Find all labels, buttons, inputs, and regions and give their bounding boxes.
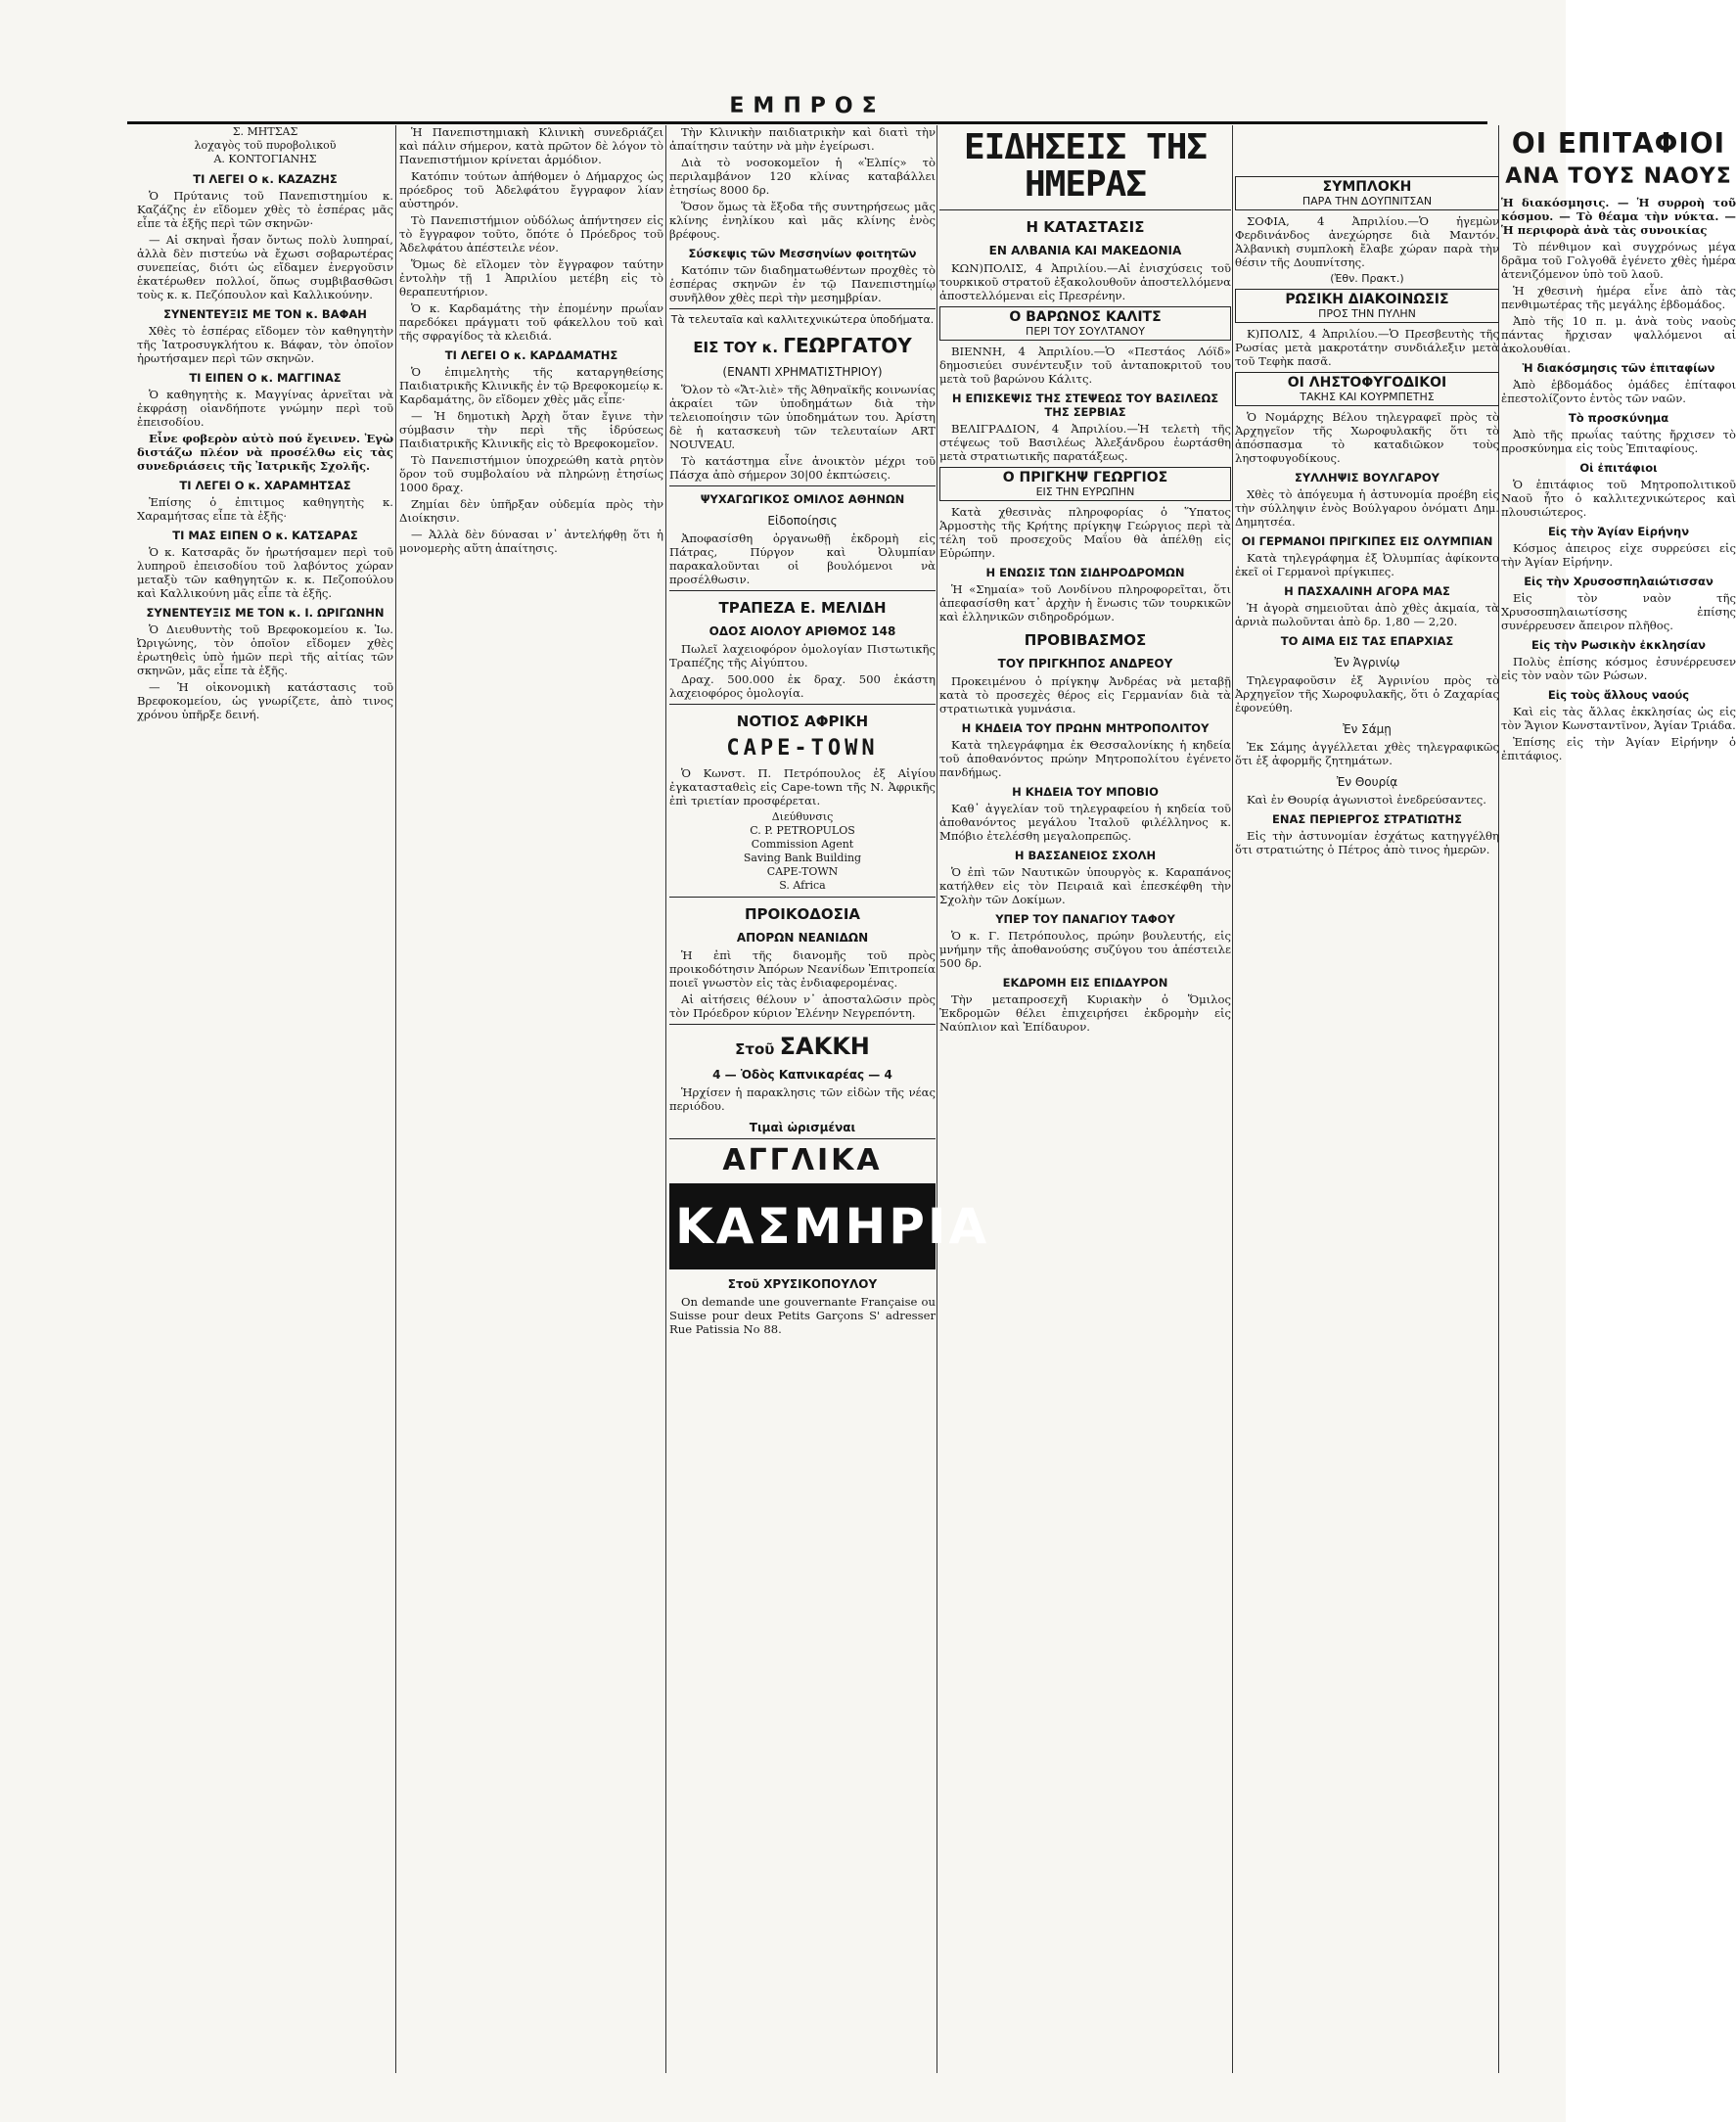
bank-title: ΤΡΑΠΕΖΑ Ε. ΜΕΛΙΔΗ bbox=[718, 599, 887, 617]
boxed-heading-line: ΕΙΣ ΤΗΝ ΕΥΡΩΠΗΝ bbox=[1035, 485, 1135, 498]
article-paragraph: Ἡ ἀγορὰ σημειοῦται ἀπὸ χθὲς ἀκμαία, τὰ ἀρνιὰ πωλοῦνται ἀπὸ δρ. 1,80 — 2,20. bbox=[1235, 601, 1499, 628]
article-paragraph: Ὁ Διευθυντὴς τοῦ Βρεφοκομείου κ. Ἰω. Ὠριγώνης, τὸν ὁποῖον εἴδομεν χθὲς ἐρωτηθεὶς ὑπὸ ἡμῶν περὶ τῆς αἰτίας τῶν σκηνῶν, μᾶς εἶπε τὰ ἑξῆς. bbox=[137, 623, 393, 677]
article-paragraph: ΚΩΝ)ΠΟΛΙΣ, 4 Ἀπριλίου.—Αἱ ἐνισχύσεις τοῦ τουρκικοῦ στρατοῦ ἐξακολουθοῦν ἀποστελλόμενα ἀποστελλόμεναι εἰς Πρεσρένην. bbox=[939, 261, 1231, 302]
divider bbox=[669, 308, 936, 309]
address-line: Saving Bank Building bbox=[743, 852, 862, 864]
ad-subtitle: Στοῦ ΧΡΥΣΙΚΟΠΟΥΛΟΥ bbox=[727, 1277, 878, 1291]
ad-address: 4 — Ὁδὸς Καπνικαρέας — 4 bbox=[712, 1068, 892, 1082]
subheading: Ἐν Θουρίᾳ bbox=[1336, 775, 1398, 789]
section-heading: Εἰς τὴν Ἁγίαν Εἰρήνην bbox=[1547, 525, 1690, 538]
address-line: S. Africa bbox=[779, 879, 826, 892]
ad-name: ΣΑΚΚΗ bbox=[779, 1033, 870, 1060]
article-paragraph: Ὁ ἐπιμελητὴς τῆς καταργηθείσης Παιδιατρικῆς Κλινικῆς ἐν τῷ Βρεφοκομείῳ κ. Καρδαμάτης, ὃν εἴδομεν χθὲς μᾶς εἶπε· bbox=[399, 365, 663, 406]
divider bbox=[669, 1024, 936, 1025]
article-paragraph: Ὁ καθηγητὴς κ. Μαγγίνας ἀρνεῖται νὰ ἐκφράσῃ οἱανδήποτε γνώμην περὶ τοῦ ἐπεισοδίου. bbox=[137, 388, 393, 429]
section-heading: ΠΡΟΙΚΟΔΟΣΙΑ bbox=[744, 905, 861, 923]
divider bbox=[669, 485, 936, 486]
column-rule bbox=[395, 125, 396, 2073]
article-paragraph: Ἡ ἐπὶ τῆς διανομῆς τοῦ πρὸς προικοδότησιν Ἀπόρων Νεανίδων Ἐπιτροπεία ποιεῖ γνωστὸν εἰς τὰς ἐνδιαφερομένας. bbox=[669, 948, 936, 990]
article-paragraph: Ὁ κ. Γ. Πετρόπουλος, πρώην βουλευτής, εἰς μνήμην τῆς ἀποθανούσης συζύγου του ἀπέστειλε 500 δρ. bbox=[939, 929, 1231, 970]
section-heading: ΤΙ ΕΙΠΕΝ Ο κ. ΜΑΓΓΙΝΑΣ bbox=[189, 371, 342, 385]
article-paragraph: Κατόπιν τούτων ἀπήθομεν ὁ Δήμαρχος ὡς πρόεδρος τοῦ Ἀδελφάτου ἔγγραφον λίαν αὐστηρόν. bbox=[399, 169, 663, 210]
section-heading: Τὸ προσκύνημα bbox=[1568, 411, 1669, 425]
ad-note: Τὰ τελευταῖα καὶ καλλιτεχνικώτερα ὑποδήματα. bbox=[670, 313, 935, 326]
section-heading: Η ΠΑΣΧΑΛΙΝΗ ΑΓΟΡΑ ΜΑΣ bbox=[1284, 584, 1450, 598]
ad-paragraph: On demande une gouvernante Française ou Suisse pour deux Petits Garçons S' adresser Rue Patissia No 88. bbox=[669, 1295, 936, 1336]
article-paragraph: Ἀπὸ τῆς πρωΐας ταύτης ἤρχισεν τὸ προσκύνημα εἰς τοὺς Ἐπιταφίους. bbox=[1501, 428, 1736, 455]
section-heading: ΤΙ ΛΕΓΕΙ Ο κ. ΚΑΖΑΖΗΣ bbox=[193, 172, 338, 186]
article-paragraph: Χθὲς τὸ ἑσπέρας εἴδομεν τὸν καθηγητὴν τῆς Ἰατροσυγκλήτου κ. Βάφαν, τὸν ὁποῖον ἠρωτήσαμεν περὶ τῶν σκηνῶν. bbox=[137, 324, 393, 365]
article-paragraph: ΒΕΛΙΓΡΑΔΙΟΝ, 4 Ἀπριλίου.—Ἡ τελετὴ τῆς στέψεως τοῦ Βασιλέως Ἀλεξάνδρου ἐωρτάσθη μετὰ στρατιωτικῆς παρατάξεως. bbox=[939, 422, 1231, 463]
article-paragraph: Ἐπίσης ὁ ἐπιτιμος καθηγητὴς κ. Χαραμήτσας εἶπε τὰ ἑξῆς· bbox=[137, 495, 393, 523]
column-1 bbox=[137, 125, 393, 2073]
article-paragraph: Κατὰ τηλεγράφημα ἐξ Ὀλυμπίας ἀφίκοντο ἐκεῖ οἱ Γερμανοὶ πρίγκιπες. bbox=[1235, 551, 1499, 578]
boxed-heading bbox=[939, 467, 1231, 501]
address-line: Commission Agent bbox=[751, 838, 854, 851]
column-2 bbox=[399, 125, 663, 2073]
article-paragraph: Ὅσον ὅμως τὰ ἔξοδα τῆς συντηρήσεως μᾶς κλίνης ἐνηλίκου καὶ μᾶς κλίνης ἐνὸς βρέφους. bbox=[669, 200, 936, 241]
column-rule bbox=[1232, 125, 1233, 2073]
article-paragraph: Τηλεγραφοῦσιν ἐξ Ἀγρινίου πρὸς τὸ Ἀρχηγεῖον τῆς Χωροφυλακῆς, ὅτι ὁ Ζαχαρίας ἐφονεύθη. bbox=[1235, 673, 1499, 715]
masthead bbox=[127, 94, 1487, 124]
article-paragraph: Καὶ εἰς τὰς ἄλλας ἐκκλησίας ὡς εἰς τὸν Ἅγιον Κωνσταντῖνον, Ἁγίαν Τριάδα. bbox=[1501, 705, 1736, 732]
article-paragraph: Ὅμως δὲ εἴλομεν τὸν ἔγγραφον ταύτην ἐντολὴν τῇ 1 Ἀπριλίου μετέβη εἰς τὸ θεραπευτήριον. bbox=[399, 257, 663, 299]
section-heading: ΟΙ ΓΕΡΜΑΝΟΙ ΠΡΙΓΚΙΠΕΣ ΕΙΣ ΟΛΥΜΠΙΑΝ bbox=[1241, 534, 1493, 548]
address-block bbox=[669, 810, 936, 893]
article-paragraph: Εἰς τὴν ἀστυνομίαν ἐσχάτως κατηγγέλθη ὅτι στρατιώτης ὁ Πέτρος ἀπὸ τινος ἡμερῶν. bbox=[1235, 829, 1499, 856]
boxed-heading-line: ΠΡΟΣ ΤΗΝ ΠΥΛΗΝ bbox=[1318, 307, 1416, 320]
subheading: Ἐν Σάμῃ bbox=[1343, 722, 1392, 736]
column-6 bbox=[1501, 125, 1736, 2073]
signature: Α. ΚΟΝΤΟΓΙΑΝΗΣ bbox=[213, 153, 317, 165]
column-4 bbox=[939, 125, 1231, 2073]
article-paragraph: Ἀπὸ ἑβδομάδος ὁμάδες ἐπίταφοι ἐπεστολίζοντο ἐντὸς τῶν ναῶν. bbox=[1501, 378, 1736, 405]
ad-banner: ΚΑΣΜΗΡΙΑ bbox=[669, 1183, 936, 1269]
section-heading: Η ΚΗΔΕΙΑ ΤΟΥ ΠΡΩΗΝ ΜΗΤΡΟΠΟΛΙΤΟΥ bbox=[961, 721, 1210, 735]
ad-prefix: Στοῦ bbox=[735, 1040, 775, 1058]
section-heading: ΠΡΟΒΙΒΑΣΜΟΣ bbox=[1024, 631, 1147, 649]
article-paragraph: Τὸ Πανεπιστήμιον ὑποχρεώθη κατὰ ρητὸν ὅρον τοῦ συμβολαίου νὰ πληρώνῃ ἐτησίως 1000 δραχ. bbox=[399, 453, 663, 494]
article-paragraph: ΣΟΦΙΑ, 4 Ἀπριλίου.—Ὁ ἡγεμὼν Φερδινάνδος ἀνεχώρησε διὰ Μαντόν. Ἀλβανικὴ συμπλοκὴ ἔλαβε χώραν παρὰ τὴν θέσιν τῆς Δουπνίτσης. bbox=[1235, 214, 1499, 269]
boxed-heading bbox=[1235, 372, 1499, 406]
article-paragraph: Ἐκ Σάμης ἀγγέλλεται χθὲς τηλεγραφικῶς ὅτι ἐξ ἀφορμῆς ζητημάτων. bbox=[1235, 740, 1499, 767]
article-paragraph: ΒΙΕΝΝΗ, 4 Ἀπριλίου.—Ὁ «Πεστάος Λόϊδ» δημοσιεύει συνέντευξιν τοῦ ἀνταποκριτοῦ του μετὰ τοῦ βαρώνου Κάλιτς. bbox=[939, 345, 1231, 386]
divider bbox=[669, 590, 936, 591]
section-heading: ΥΠΕΡ ΤΟΥ ΠΑΝΑΓΙΟΥ ΤΑΦΟΥ bbox=[995, 912, 1175, 926]
section-heading: Η ΒΑΣΣΑΝΕΙΟΣ ΣΧΟΛΗ bbox=[1014, 849, 1157, 862]
ad-shop-address: (ΕΝΑΝΤΙ ΧΡΗΜΑΤΙΣΤΗΡΙΟΥ) bbox=[722, 365, 883, 379]
boxed-heading bbox=[939, 306, 1231, 341]
section-heading: ΤΙ ΛΕΓΕΙ Ο κ. ΚΑΡΔΑΜΑΤΗΣ bbox=[444, 348, 618, 362]
ad-paragraph: Δραχ. 500.000 ἐκ δραχ. 500 ἐκάστη λαχειοφόρος ὁμολογία. bbox=[669, 672, 936, 700]
ad-paragraph: Ὁ Κωνστ. Π. Πετρόπουλος ἐξ Αἰγίου ἐγκατασταθεὶς εἰς Cape-town τῆς Ν. Ἀφρικῆς ἐπὶ τριετίαν προσφέρεται. bbox=[669, 766, 936, 807]
article-paragraph: Ἡ χθεσινὴ ἡμέρα εἶνε ἀπὸ τὰς πενθιμωτέρας τῆς μεγάλης ἑβδομάδος. bbox=[1501, 284, 1736, 311]
ad-paragraph: Τὸ κατάστημα εἶνε ἀνοικτὸν μέχρι τοῦ Πάσχα ἀπὸ σήμερον 30|00 ἐκπτώσεις. bbox=[669, 454, 936, 482]
article-paragraph: Αἱ αἰτήσεις θέλουν ν᾽ ἀποσταλῶσιν πρὸς τὸν Πρόεδρον κύριον Ἐλένην Νεγρεπόντη. bbox=[669, 992, 936, 1020]
boxed-heading-line: ΟΙ ΛΗΣΤΟΦΥΓΟΔΙΚΟΙ bbox=[1287, 375, 1447, 391]
article-paragraph: Ὁ ἐπὶ τῶν Ναυτικῶν ὑπουργὸς κ. Καραπάνος κατήλθεν εἰς τὸν Πειραιᾶ καὶ ἐπεσκέφθη τὴν Σχολὴν τῶν Δοκίμων. bbox=[939, 865, 1231, 906]
section-heading: ΝΟΤΙΟΣ ΑΦΡΙΚΗ bbox=[736, 713, 869, 730]
boxed-heading bbox=[1235, 176, 1499, 210]
source-note: (Ἐθν. Πρακτ.) bbox=[1330, 272, 1404, 285]
feature-title: ΟΙ ΕΠΙΤΑΦΙΟΙ bbox=[1511, 127, 1726, 160]
article-paragraph: Ἡ «Σημαία» τοῦ Λονδίνου πληροφορεῖται, ὅτι ἀπεφασίσθη κατ᾽ ἀρχὴν ἡ ἕνωσις τῶν τουρκικῶν καὶ ἑλληνικῶν σιδηροδρόμων. bbox=[939, 582, 1231, 623]
bank-address: ΟΔΟΣ ΑΙΟΛΟΥ ΑΡΙΘΜΟΣ 148 bbox=[708, 624, 896, 638]
section-heading: Η ΚΗΔΕΙΑ ΤΟΥ ΜΠΟΒΙΟ bbox=[1012, 785, 1159, 799]
column-5 bbox=[1235, 125, 1499, 2073]
ad-sakki-title bbox=[669, 1033, 936, 1060]
divider bbox=[669, 1138, 936, 1139]
boxed-heading bbox=[1235, 289, 1499, 323]
section-heading: ΨΥΧΑΓΩΓΙΚΟΣ ΟΜΙΛΟΣ ΑΘΗΝΩΝ bbox=[700, 492, 905, 506]
section-heading: Εἰς τοὺς ἄλλους ναούς bbox=[1547, 688, 1690, 702]
article-paragraph: Ὁ ἐπιτάφιος τοῦ Μητροπολιτικοῦ Ναοῦ ἦτο ὁ καλλιτεχνικώτερος καὶ πλουσιώτερος. bbox=[1501, 478, 1736, 519]
boxed-heading-line: ΠΑΡΑ ΤΗΝ ΔΟΥΠΝΙΤΣΑΝ bbox=[1302, 195, 1433, 208]
section-heading: ΤΙ ΜΑΣ ΕΙΠΕΝ Ο κ. ΚΑΤΣΑΡΑΣ bbox=[172, 529, 358, 542]
article-paragraph: Διὰ τὸ νοσοκομεῖον ἡ «Ἐλπίς» τὸ περιλαμβάνον 120 κλίνας καταβάλλει ἐτησίως 8000 δρ. bbox=[669, 156, 936, 197]
section-subheading: ΕΝ ΑΛΒΑΝΙΑ ΚΑΙ ΜΑΚΕΔΟΝΙΑ bbox=[988, 244, 1182, 257]
article-paragraph: Ὁ κ. Καρδαμάτης τὴν ἑπομένην πρωΐαν παρεδόκει πράγματι τοῦ φάκελλου τοῦ καὶ τῆς σφραγίδος τὰ κλειδιά. bbox=[399, 301, 663, 343]
divider bbox=[939, 209, 1231, 210]
section-heading: ΣΥΝΕΝΤΕΥΞΙΣ ΜΕ ΤΟΝ κ. Ι. ΩΡΙΓΩΝΗΝ bbox=[146, 606, 385, 620]
address-line: CAPE-TOWN bbox=[766, 865, 839, 878]
section-heading: ΤΟ ΑΙΜΑ ΕΙΣ ΤΑΣ ΕΠΑΡΧΙΑΣ bbox=[1280, 634, 1454, 648]
section-heading: Σύσκεψις τῶν Μεσσηνίων φοιτητῶν bbox=[688, 247, 917, 260]
news-section-title: ΕΙΔΗΣΕΙΣ ΤΗΣ ΗΜΕΡΑΣ bbox=[963, 127, 1208, 205]
article-paragraph: Ὁ Νομάρχης Βέλου τηλεγραφεῖ πρὸς τὸ Ἀρχηγεῖον τῆς Χωροφυλακῆς ὅτι τὸ ἀπόσπασμα τὸ καταδιῶκον τοὺς ληστοφυγοδίκους. bbox=[1235, 410, 1499, 465]
subheading: Εἰδοποίησις bbox=[767, 514, 838, 528]
article-paragraph: Τὸ πένθιμον καὶ συγχρόνως μέγα δρᾶμα τοῦ Γολγοθᾶ ἐγένετο χθὲς ἡμέρα ἀτενιζόμενον ὑπὸ τοῦ λαοῦ. bbox=[1501, 240, 1736, 281]
signature: Σ. ΜΗΤΣΑΣ bbox=[232, 125, 298, 138]
article-paragraph: Χθὲς τὸ ἀπόγευμα ἡ ἀστυνομία προέβη εἰς τὴν σύλληψιν ἑνὸς Βούλγαρου ὀνόματι Δημ. Δημητσέα. bbox=[1235, 487, 1499, 529]
section-heading: Ἡ διακόσμησις τῶν ἐπιταφίων bbox=[1522, 361, 1715, 375]
ad-paragraph: Ὅλον τὸ «Ἄτ-λιὲ» τῆς Ἀθηναϊκῆς κοινωνίας ἀκραίει τῶν ὑποδημάτων διὰ τὴν τελειοποίησιν τῶν ὑποδημάτων του. Ἀρίστη δὲ ἡ κατασκευὴ τῶν τελευταίων ART NOUVEAU. bbox=[669, 383, 936, 451]
signature-block bbox=[137, 125, 393, 166]
article-paragraph: Καθ᾽ ἀγγελίαν τοῦ τηλεγραφείου ἡ κηδεία τοῦ ἀποθανόντος μεγάλου Ἰταλοῦ φιλέλληνος κ. Μπόβιο ἐτελέσθη μεγαλοπρεπῶς. bbox=[939, 802, 1231, 843]
feature-lead: Ἡ διακόσμησις. — Ἡ συρροὴ τοῦ κόσμου. — Τὸ θέαμα τὴν νύκτα. — Ἡ περιφορὰ ἀνὰ τὰς συνοικίας bbox=[1501, 196, 1736, 237]
article-paragraph: Κόσμος ἀπειρος εἰχε συρρεύσει εἰς τὴν Ἁγίαν Εἰρήνην. bbox=[1501, 541, 1736, 569]
boxed-heading-line: ΤΑΚΗΣ ΚΑΙ ΚΟΥΡΜΠΕΤΗΣ bbox=[1300, 391, 1435, 403]
quote-paragraph: Εἶνε φοβερὸν αὐτὸ πού ἔγεινεν. Ἐγὼ διστάζω πλέον νὰ προσέλθω εἰς τὰς συνεδριάσεις τῆς Ἰατρικῆς Σχολῆς. bbox=[137, 432, 393, 473]
article-paragraph: Κατόπιν τῶν διαδηματωθέντων προχθὲς τὸ ἑσπέρας σκηνῶν ἐν τῷ Πανεπιστημίῳ συνῆλθον χθὲς περὶ τὴν μεσημβρίαν. bbox=[669, 263, 936, 304]
section-heading: Η ΚΑΤΑΣΤΑΣΙΣ bbox=[1026, 218, 1145, 236]
section-heading: ΤΙ ΛΕΓΕΙ Ο κ. ΧΑΡΑΜΗΤΣΑΣ bbox=[179, 479, 351, 492]
article-paragraph: Ἐπίσης εἰς τὴν Ἁγίαν Εἰρήνην ὁ ἐπιτάφιος. bbox=[1501, 735, 1736, 762]
article-paragraph: Πολὺς ἐπίσης κόσμος ἐσυνέρρευσεν εἰς τὸν ναὸν τῶν Ρώσων. bbox=[1501, 655, 1736, 682]
section-heading: Εἰς τὴν Χρυσοσπηλαιώτισσαν bbox=[1524, 575, 1713, 588]
article-paragraph: Ἀπὸ τῆς 10 π. μ. ἀνὰ τοὺς ναοὺς πάντας ἤρχισαν ψαλλόμενοι αἱ ἀκολουθίαι. bbox=[1501, 314, 1736, 355]
section-heading: Η ΕΠΙΣΚΕΨΙΣ ΤΗΣ ΣΤΕΨΕΩΣ ΤΟΥ ΒΑΣΙΛΕΩΣ ΤΗΣ ΣΕΡΒΙΑΣ bbox=[951, 392, 1219, 419]
article-paragraph: Καὶ ἐν Θουρίᾳ ἀγωνιστοὶ ἐνεδρεύσαντες. bbox=[1247, 793, 1486, 807]
article-paragraph: — Ἡ δημοτικὴ Ἀρχὴ ὅταν ἔγινε τὴν σύμβασιν τὴν περὶ τῆς ἱδρύσεως Παιδιατρικῆς Κλινικῆς εἰς τὸ Βρεφοκομεῖον. bbox=[399, 409, 663, 450]
article-paragraph: Ἀποφασίσθη ὀργανωθῇ ἐκδρομὴ εἰς Πάτρας, Πύργον καὶ Ὀλυμπίαν παρακαλοῦνται οἱ βουλόμενοι νὰ προσέλθωσιν. bbox=[669, 531, 936, 586]
article-paragraph: Κ)ΠΟΛΙΣ, 4 Ἀπριλίου.—Ὁ Πρεσβευτὴς τῆς Ρωσίας μετὰ μακροτάτην συνδιάλεξιν μετὰ τοῦ Τεφὴκ πασᾶ. bbox=[1235, 327, 1499, 368]
divider bbox=[669, 704, 936, 705]
article-paragraph: Ὁ Πρύτανις τοῦ Πανεπιστημίου κ. Καζάζης ἐν εἴδομεν χθὲς τὸ ἑσπέρας μᾶς εἶπε τὰ ἑξῆς περὶ τῶν σκηνῶν· bbox=[137, 189, 393, 230]
article-paragraph: — Ἡ οἰκονομικὴ κατάστασις τοῦ Βρεφοκομείου, ὡς γνωρίζετε, ἀπὸ τινος χρόνου ὑπῆρξε δεινή. bbox=[137, 680, 393, 721]
column-rule bbox=[665, 125, 666, 2073]
article-paragraph: Εἰς τὸν ναὸν τῆς Χρυσοσπηλαιωτίσσης ἐπίσης συνέρρευσεν ἄπειρον πλῆθος. bbox=[1501, 591, 1736, 632]
boxed-heading-line: Ο ΠΡΙΓΚΗΨ ΓΕΩΡΓΙΟΣ bbox=[1002, 470, 1168, 485]
article-paragraph: Κατὰ τηλεγράφημα ἐκ Θεσσαλονίκης ἡ κηδεία τοῦ ἀποθανόντος πρώην Μητροπολίτου ἐγένετο πανδήμως. bbox=[939, 738, 1231, 779]
ad-title: ΑΓΓΛΙΚΑ bbox=[722, 1143, 883, 1177]
boxed-heading-line: ΠΕΡΙ ΤΟΥ ΣΟΥΛΤΑΝΟΥ bbox=[1026, 325, 1145, 338]
address-line: C. P. PETROPULOS bbox=[750, 824, 855, 837]
article-paragraph: Τὸ Πανεπιστήμιον οὐδόλως ἀπήντησεν εἰς τὸ ἔγγραφον τοῦτο, ὅπότε ὁ Πρόεδρος τοῦ Ἀδελφάτου ἀπέστειλε νέον. bbox=[399, 213, 663, 254]
section-heading: Η ΕΝΩΣΙΣ ΤΩΝ ΣΙΔΗΡΟΔΡΟΜΩΝ bbox=[985, 566, 1185, 579]
ad-shop-name: ΓΕΩΡΓΑΤΟΥ bbox=[783, 334, 912, 357]
boxed-heading-line: ΣΥΜΠΛΟΚΗ bbox=[1322, 179, 1412, 195]
ad-prices: Τιμαὶ ὡρισμέναι bbox=[749, 1121, 856, 1134]
signature-title: λοχαγὸς τοῦ πυροβολικοῦ bbox=[194, 139, 337, 152]
cape-town-title: CAPE-TOWN bbox=[726, 736, 879, 761]
boxed-heading-line: ΡΩΣΙΚΗ ΔΙΑΚΟΙΝΩΣΙΣ bbox=[1285, 292, 1449, 307]
section-heading: ΣΥΝΕΝΤΕΥΞΙΣ ΜΕ ΤΟΝ κ. ΒΑΦΑΗ bbox=[163, 307, 367, 321]
article-paragraph: Ζημίαι δὲν ὑπῆρξαν οὐδεμία πρὸς τὴν Διοίκησιν. bbox=[399, 497, 663, 525]
section-heading: Οἱ ἐπιτάφιοι bbox=[1579, 461, 1658, 475]
section-heading: ΕΝΑΣ ΠΕΡΙΕΡΓΟΣ ΣΤΡΑΤΙΩΤΗΣ bbox=[1272, 812, 1462, 826]
section-subheading: ΤΟΥ ΠΡΙΓΚΗΠΟΣ ΑΝΔΡΕΟΥ bbox=[997, 657, 1173, 670]
article-paragraph: — Αἱ σκηναὶ ἦσαν ὄντως πολὺ λυπηραί, ἀλλὰ δὲν πιστεύω νὰ ἔχωσι σοβαρωτέρας συνεπείας, διότι ὡς εἴδαμεν ἐνεργοῦσιν ἑκατέρωθεν πολλοί, ὅπως συμβιβασθῶσι τοὺς κ. κ. Πεζόπουλον καὶ Καλλικούνην. bbox=[137, 233, 393, 301]
article-paragraph: Ὁ κ. Κατσαρᾶς ὅν ἠρωτήσαμεν περὶ τοῦ λυπηροῦ ἐπεισοδίου τοῦ λαβόντος χώραν μεταξὺ τῶν καθηγητῶν κ. κ. Πεζοπούλου καὶ Καλλικούνη μᾶς εἶπε τὰ ἑξῆς. bbox=[137, 545, 393, 600]
masthead-title: ΕΜΠΡΟΣ bbox=[729, 94, 886, 118]
subheading: Ἐν Ἀγρινίῳ bbox=[1334, 656, 1400, 669]
section-heading: ΣΥΛΛΗΨΙΣ ΒΟΥΛΓΑΡΟΥ bbox=[1294, 471, 1440, 484]
article-paragraph: — Ἀλλὰ δὲν δύνασαι ν᾽ ἀντελήφθῃ ὅτι ἡ μονομερὴς αὕτη ἀπαίτησις. bbox=[399, 528, 663, 555]
boxed-heading-line: Ο ΒΑΡΩΝΟΣ ΚΑΛΙΤΣ bbox=[1009, 309, 1162, 325]
address-heading: Διεύθυνσις bbox=[771, 810, 834, 823]
section-subheading: ΑΠΟΡΩΝ ΝΕΑΝΙΔΩΝ bbox=[736, 931, 869, 945]
feature-title: ΑΝΑ ΤΟΥΣ ΝΑΟΥΣ bbox=[1505, 164, 1732, 189]
section-heading: Εἰς τὴν Ρωσικὴν ἐκκλησίαν bbox=[1531, 638, 1706, 652]
divider bbox=[669, 897, 936, 898]
article-paragraph: Ἡ Πανεπιστημιακὴ Κλινικὴ συνεδριάζει καὶ πάλιν σήμερον, κατὰ πρῶτον δὲ λόγον τὸ Πανεπιστήμιον κρίνεται ἁρμόδιον. bbox=[399, 125, 663, 166]
column-3 bbox=[669, 125, 990, 2073]
ad-paragraph: Πωλεῖ λαχειοφόρον ὁμολογίαν Πιστωτικῆς Τραπέζης τῆς Αἰγύπτου. bbox=[669, 642, 936, 669]
ad-shop-title bbox=[669, 334, 936, 357]
article-paragraph: Τὴν μεταπροσεχῆ Κυριακὴν ὁ Ὅμιλος Ἐκδρομῶν θέλει ἐπιχειρήσει ἐκδρομὴν εἰς Ναύπλιον καὶ Ἐπίδαυρον. bbox=[939, 992, 1231, 1034]
ad-shop-prefix: ΕΙΣ ΤΟΥ κ. bbox=[693, 339, 779, 356]
article-paragraph: Προκειμένου ὁ πρίγκηψ Ἀνδρέας νὰ μεταβῇ κατὰ τὸ προσεχὲς θέρος εἰς Γερμανίαν διὰ τὰ στρατιωτικὰ γυμνάσια. bbox=[939, 674, 1231, 715]
ad-paragraph: Ἡρχίσεν ἡ παρακλησις τῶν εἰδὼν τῆς νέας περιόδου. bbox=[669, 1085, 936, 1113]
article-paragraph: Κατὰ χθεσινὰς πληροφορίας ὁ Ὕπατος Ἁρμοστὴς τῆς Κρήτης πρίγκηψ Γεώργιος περὶ τὰ τέλη τοῦ προσεχοῦς Μαΐου θὰ ἀπέλθῃ εἰς Εὐρώπην. bbox=[939, 505, 1231, 560]
section-heading: ΕΚΔΡΟΜΗ ΕΙΣ ΕΠΙΔΑΥΡΟΝ bbox=[1002, 976, 1168, 990]
article-paragraph: Τὴν Κλινικὴν παιδιατρικὴν καὶ διατὶ τὴν ἀπαίτησιν ταύτην νὰ μὴν ἐγείρωσι. bbox=[669, 125, 936, 153]
